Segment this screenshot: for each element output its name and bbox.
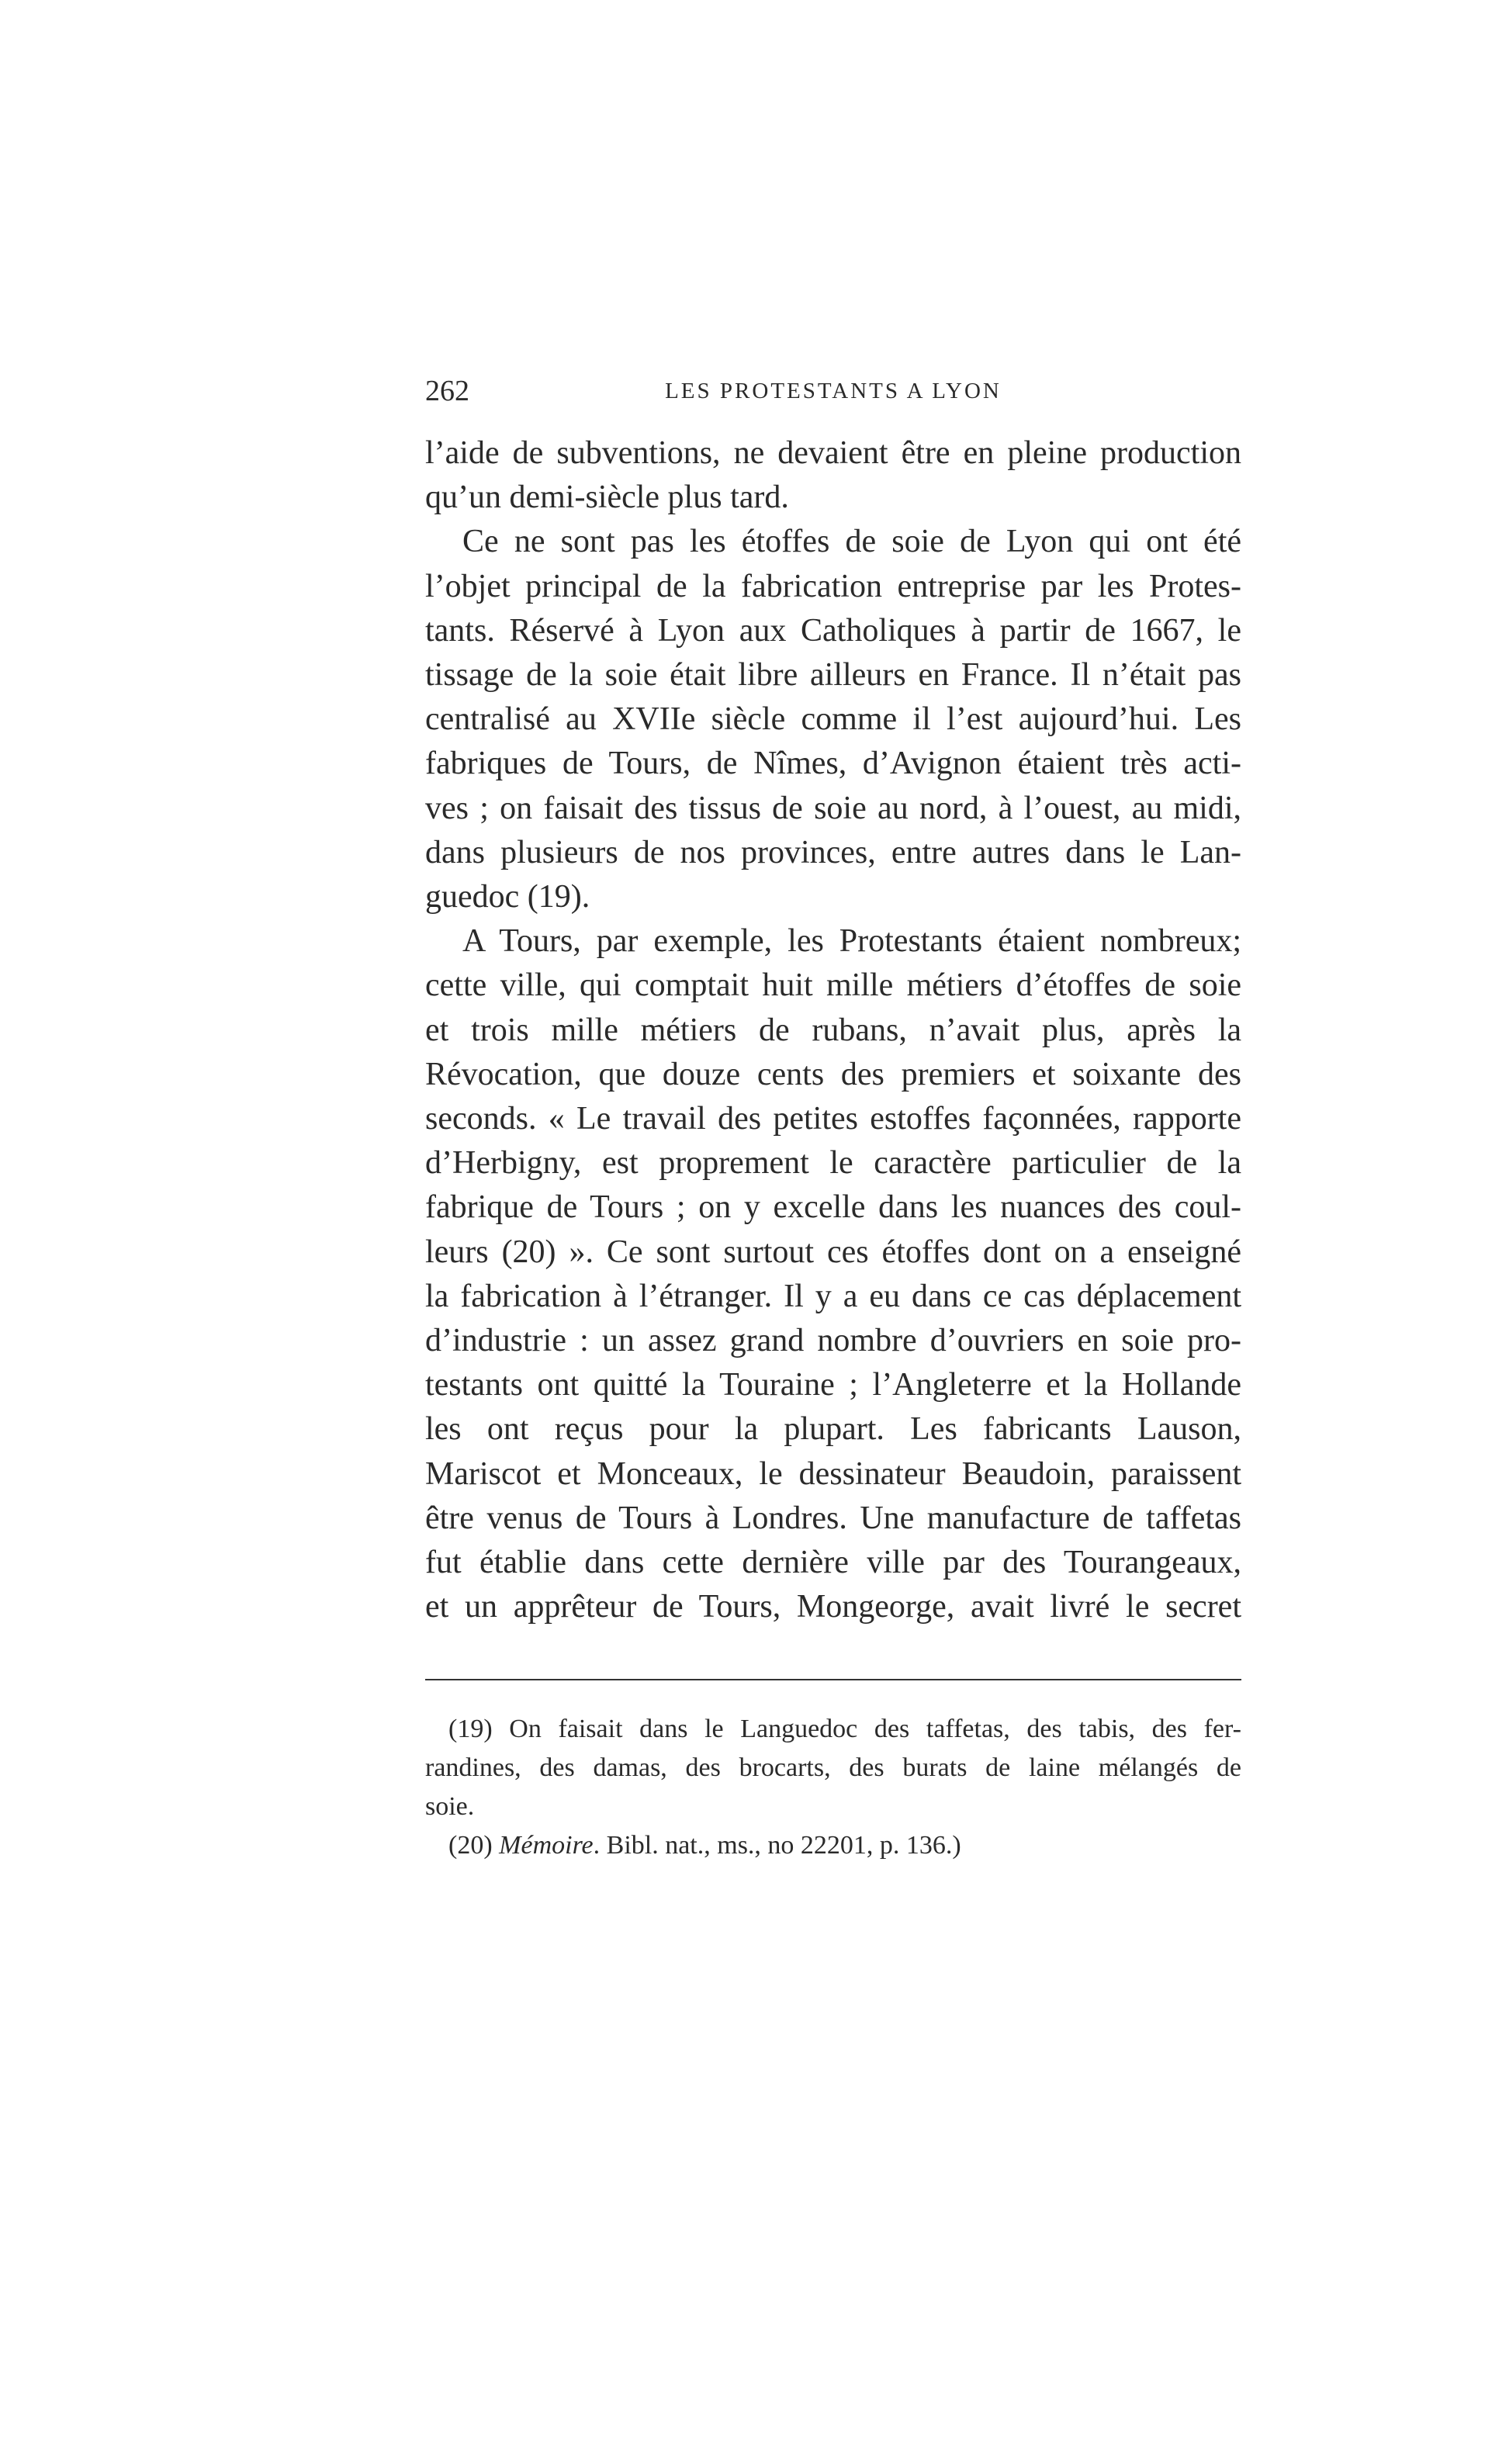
text-line: centralisé au XVIIe siècle comme il l’est aujourd’hui. Les	[425, 701, 1241, 738]
footnote-20-title: Mémoire	[499, 1831, 594, 1860]
footnote-20-reference: . Bibl. nat., ms., no 22201, p. 136.)	[593, 1831, 961, 1860]
text-line: l’objet principal de la fabrication entreprise par les Protes-	[425, 568, 1241, 604]
text-line: qu’un demi-siècle plus tard.	[425, 479, 789, 516]
text-line: d’Herbigny, est proprement le caractère particulier de la	[425, 1145, 1241, 1182]
text-line: Révocation, que douze cents des premiers et soixante des	[425, 1056, 1241, 1092]
page-header	[425, 368, 1241, 414]
running-title: LES PROTESTANTS A LYON	[665, 379, 1002, 403]
text-line: ves ; on faisait des tissus de soie au nord, à l’ouest, au midi,	[425, 790, 1241, 826]
text-line: seconds. « Le travail des petites estoffes façonnées, rapporte	[425, 1101, 1241, 1137]
text-line: A Tours, par exemple, les Protestants étaient nombreux;	[462, 923, 1241, 960]
text-line: tissage de la soie était libre ailleurs en France. Il n’était pas	[425, 657, 1241, 694]
text-line: la fabrication à l’étranger. Il y a eu dans ce cas déplacement	[425, 1278, 1241, 1314]
text-line: tants. Réservé à Lyon aux Catholiques à partir de 1667, le	[425, 612, 1241, 649]
text-line: fabrique de Tours ; on y excelle dans les nuances des coul-	[425, 1189, 1241, 1226]
footnote-20-number: (20)	[448, 1831, 500, 1860]
text-line: être venus de Tours à Londres. Une manufacture de taffetas	[425, 1500, 1241, 1536]
footnote-20	[425, 1826, 1241, 1865]
footnote-line	[425, 1826, 1241, 1865]
footnote-line: soie.	[425, 1792, 475, 1821]
text-line: l’aide de subventions, ne devaient être en pleine production	[425, 435, 1241, 471]
footnote-19	[425, 1710, 1241, 1826]
footnote-line: (19) On faisait dans le Languedoc des taffetas, des tabis, des fer-	[448, 1715, 1241, 1743]
footnote-line: randines, des damas, des brocarts, des burats de laine mélangés de	[425, 1753, 1241, 1782]
text-line: dans plusieurs de nos provinces, entre autres dans le Lan-	[425, 834, 1241, 870]
text-line: testants ont quitté la Touraine ; l’Angleterre et la Hollande	[425, 1367, 1241, 1403]
text-line: et un apprêteur de Tours, Mongeorge, avait livré le secret	[425, 1589, 1241, 1625]
text-line: fut établie dans cette dernière ville par des Tourangeaux,	[425, 1545, 1241, 1581]
text-line: d’industrie : un assez grand nombre d’ouvriers en soie pro-	[425, 1323, 1241, 1359]
text-line: Ce ne sont pas les étoffes de soie de Lyon qui ont été	[462, 524, 1241, 560]
page-number: 262	[425, 375, 469, 407]
footnote-divider	[425, 1679, 1241, 1680]
text-line: guedoc (19).	[425, 879, 590, 915]
text-line: leurs (20) ». Ce sont surtout ces étoffes dont on a enseigné	[425, 1234, 1241, 1270]
text-line: les ont reçus pour la plupart. Les fabricants Lauson,	[425, 1411, 1241, 1448]
text-line: Mariscot et Monceaux, le dessinateur Beaudoin, paraissent	[425, 1455, 1241, 1492]
text-line: fabriques de Tours, de Nîmes, d’Avignon étaient très acti-	[425, 746, 1241, 782]
footnotes	[425, 1710, 1241, 1865]
body-text	[425, 431, 1241, 1629]
text-line: cette ville, qui comptait huit mille métiers d’étoffes de soie	[425, 967, 1241, 1004]
text-line: et trois mille métiers de rubans, n’avait plus, après la	[425, 1012, 1241, 1048]
